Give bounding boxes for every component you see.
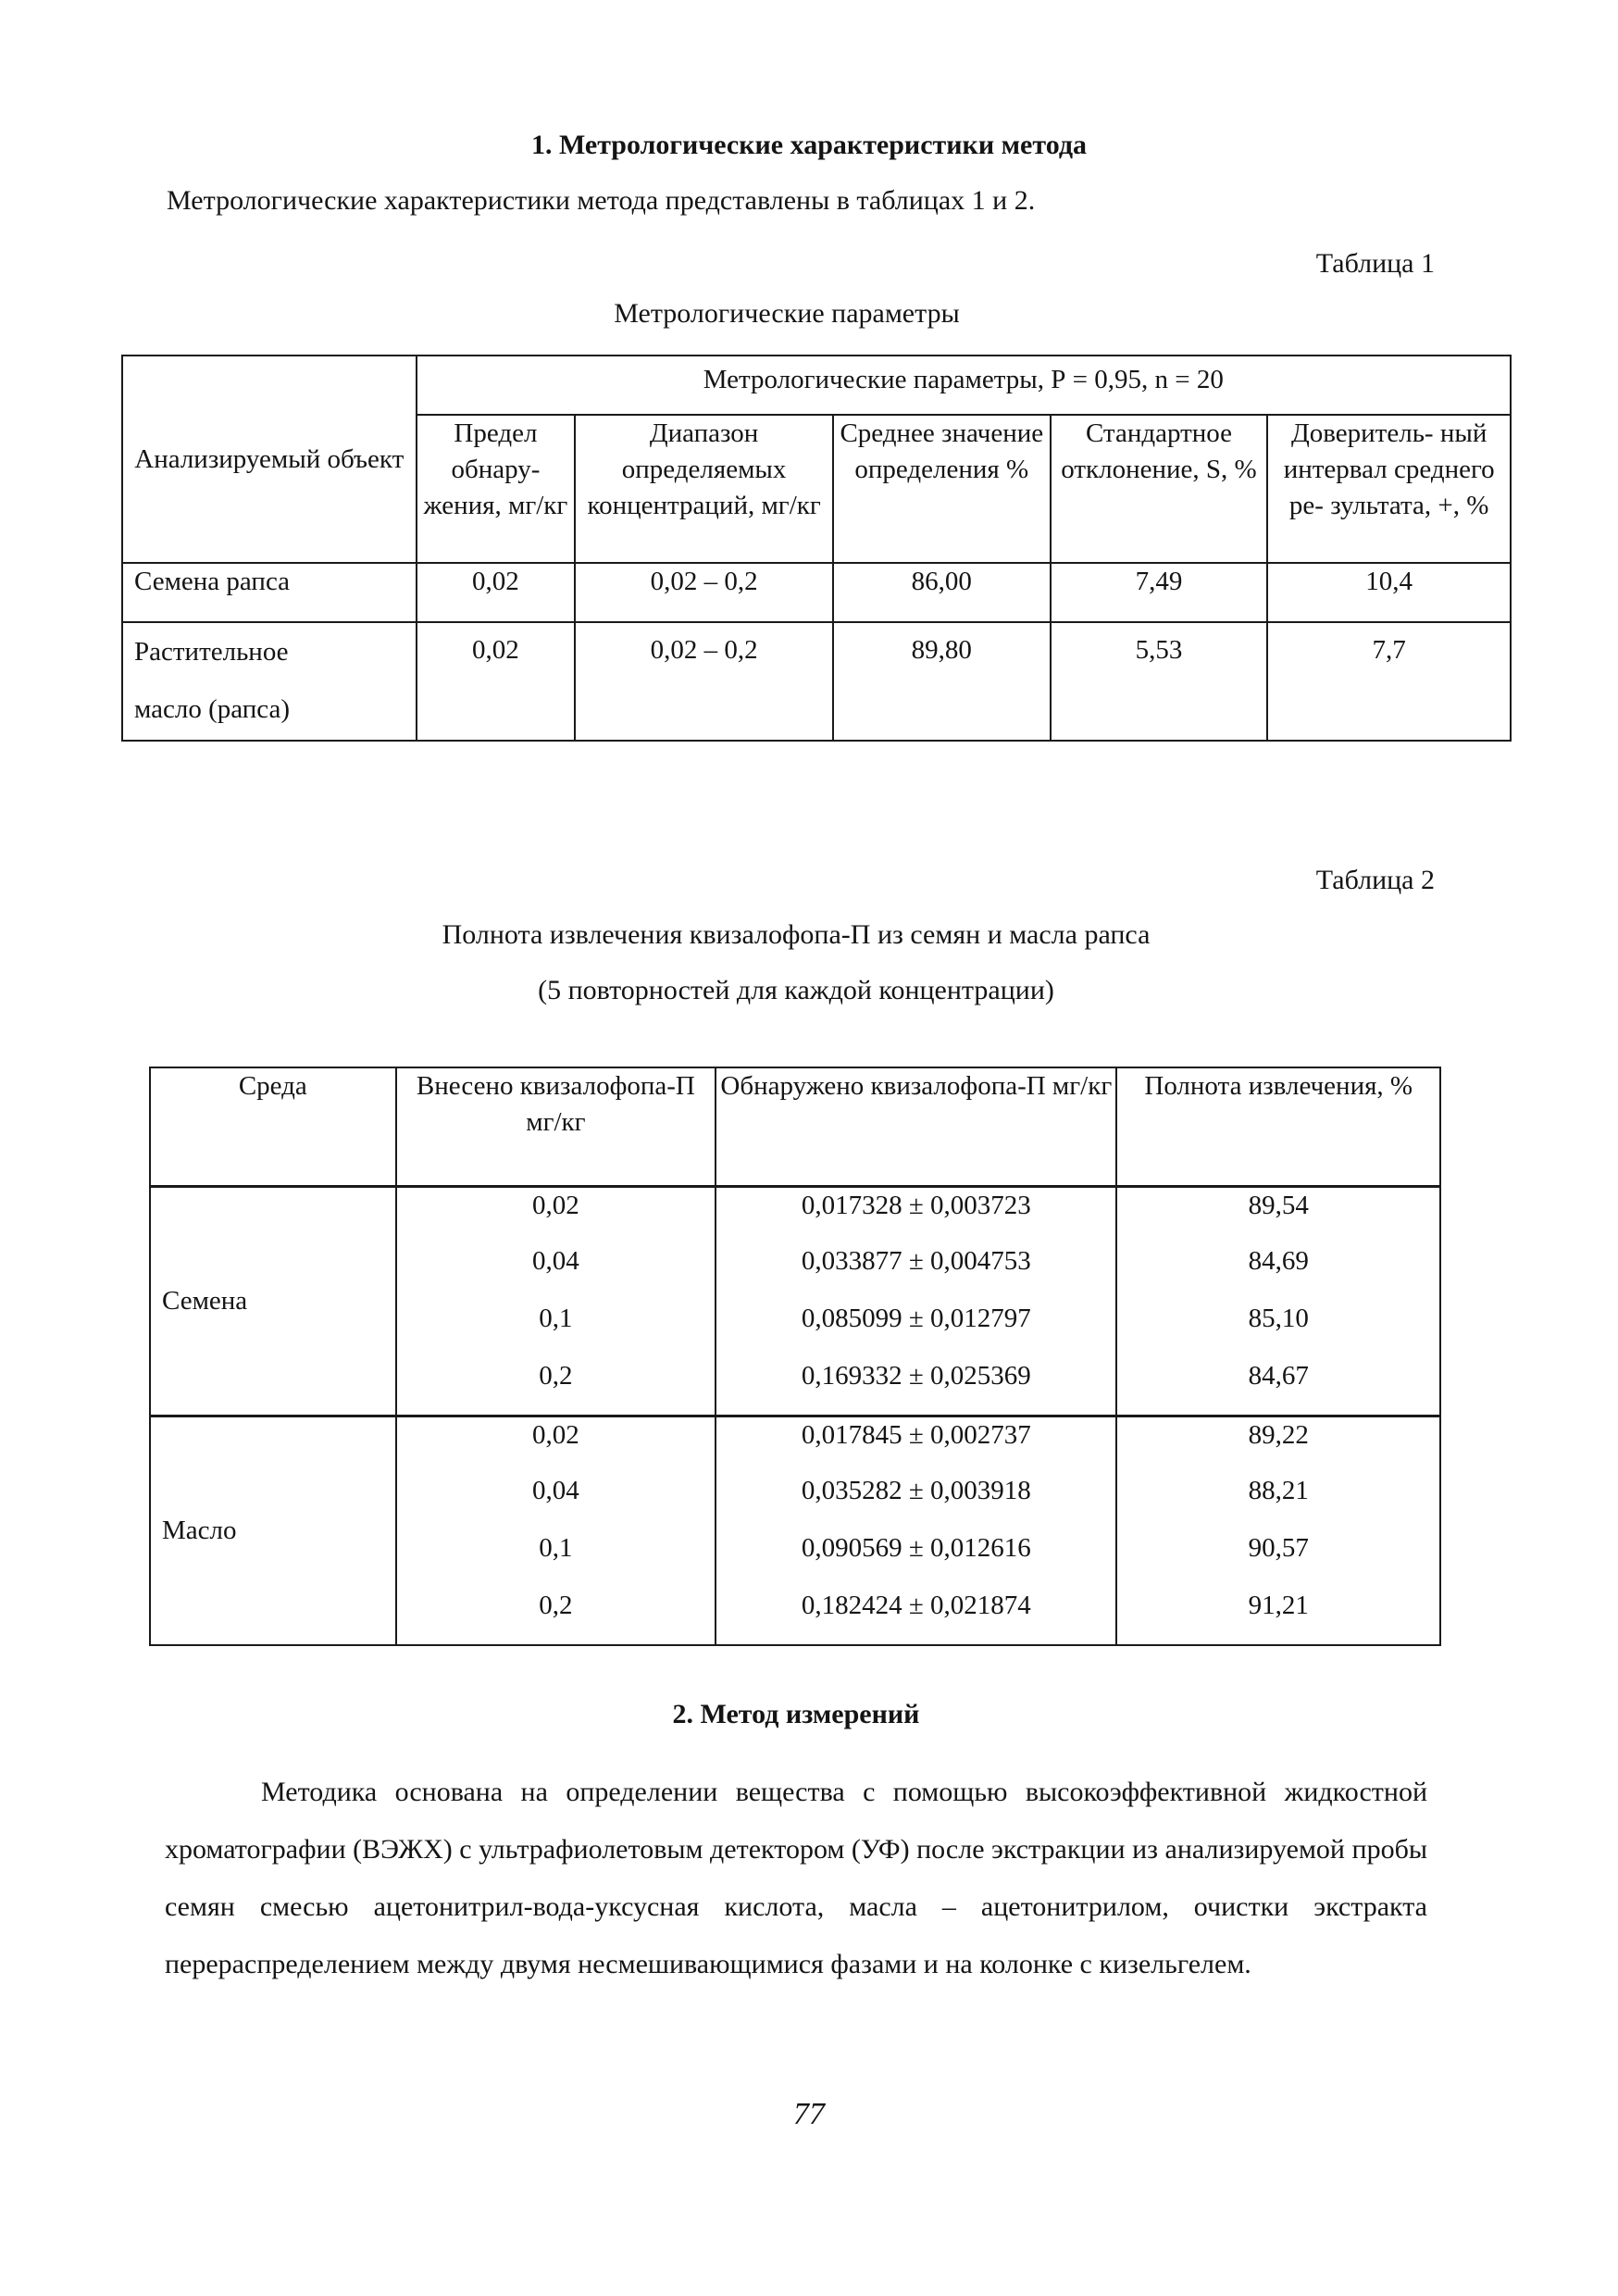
table1-caption: Таблица 1	[1315, 248, 1435, 279]
table-row	[150, 1416, 1440, 1473]
table-cell: 0,02 – 0,2	[575, 622, 833, 741]
medium-cell: Семена	[150, 1186, 396, 1416]
recovery-table	[149, 1067, 1441, 1646]
column-header: Полнота извлечения, %	[1116, 1067, 1440, 1186]
table2-subtitle: (5 повторностей для каждой концентрации)	[538, 975, 1054, 1005]
object-line: масло (рапса)	[134, 694, 291, 724]
recovery-cell: 90,57	[1116, 1530, 1440, 1588]
object-cell	[122, 622, 417, 741]
added-cell: 0,02	[396, 1186, 716, 1243]
column-header: Обнаружено квизалофопа-П мг/кг	[716, 1067, 1116, 1186]
table-row	[122, 563, 1511, 622]
recovery-cell: 84,69	[1116, 1243, 1440, 1301]
table1-title: Метрологические параметры	[614, 298, 960, 329]
table-cell: 10,4	[1267, 563, 1511, 622]
column-header: Среднее значение определения %	[833, 415, 1051, 563]
method-paragraph	[165, 1764, 1427, 1993]
found-cell: 0,090569 ± 0,012616	[716, 1530, 1116, 1588]
column-header: Внесено квизалофопа-П мг/кг	[396, 1067, 716, 1186]
object-header: Анализируемый объект	[122, 356, 417, 563]
found-cell: 0,085099 ± 0,012797	[716, 1301, 1116, 1358]
table-cell: 0,02 – 0,2	[575, 563, 833, 622]
medium-cell: Масло	[150, 1416, 396, 1645]
recovery-cell: 89,22	[1116, 1416, 1440, 1473]
added-cell: 0,04	[396, 1473, 716, 1530]
table-cell: 0,02	[417, 622, 576, 741]
column-header: Диапазон определяемых концентраций, мг/кг	[575, 415, 833, 563]
table2-title: Полнота извлечения квизалофопа-П из семян и масла рапса	[442, 919, 1151, 950]
method-paragraph-text: Методика основана на определении вещества с помощью высокоэффективной жидкостной хроматографии (ВЭЖХ) с ультрафиолетовым детектором (УФ) после экстракции из анализируемой пробы семян смесью ацетонитрил-вода-уксусная кислота, масла – ацетонитрилом, очистки экстракта перераспределением между двумя несмешивающимися фазами и на колонке с кизельгелем.	[165, 1777, 1427, 1979]
found-cell: 0,169332 ± 0,025369	[716, 1358, 1116, 1416]
table-cell: 86,00	[833, 563, 1051, 622]
found-cell: 0,017328 ± 0,003723	[716, 1186, 1116, 1243]
column-header: Среда	[150, 1067, 396, 1186]
object-cell: Семена рапса	[122, 563, 417, 622]
added-cell: 0,1	[396, 1301, 716, 1358]
added-cell: 0,1	[396, 1530, 716, 1588]
added-cell: 0,2	[396, 1358, 716, 1416]
table2-caption: Таблица 2	[1315, 865, 1435, 895]
table-row	[122, 622, 1511, 741]
recovery-cell: 84,67	[1116, 1358, 1440, 1416]
section1-heading: 1. Метрологические характеристики метода	[530, 130, 1088, 160]
found-cell: 0,182424 ± 0,021874	[716, 1588, 1116, 1645]
recovery-cell: 91,21	[1116, 1588, 1440, 1645]
table-cell: 5,53	[1051, 622, 1268, 741]
table-cell: 89,80	[833, 622, 1051, 741]
group-header: Метрологические параметры, Р = 0,95, n = 20	[417, 356, 1511, 415]
found-cell: 0,017845 ± 0,002737	[716, 1416, 1116, 1473]
column-header: Стандартное отклонение, S, %	[1051, 415, 1268, 563]
recovery-cell: 89,54	[1116, 1186, 1440, 1243]
table-row	[150, 1186, 1440, 1243]
metrological-parameters-table	[121, 355, 1512, 742]
found-cell: 0,033877 ± 0,004753	[716, 1243, 1116, 1301]
page-number: 77	[793, 2097, 825, 2131]
table-cell: 0,02	[417, 563, 576, 622]
section1-intro: Метрологические характеристики метода представлены в таблицах 1 и 2.	[167, 185, 1036, 216]
table-cell: 7,49	[1051, 563, 1268, 622]
added-cell: 0,04	[396, 1243, 716, 1301]
column-header: Доверитель- ный интервал среднего ре- зультата, +, %	[1267, 415, 1511, 563]
added-cell: 0,2	[396, 1588, 716, 1645]
recovery-cell: 88,21	[1116, 1473, 1440, 1530]
recovery-cell: 85,10	[1116, 1301, 1440, 1358]
added-cell: 0,02	[396, 1416, 716, 1473]
table-cell: 7,7	[1267, 622, 1511, 741]
section2-heading: 2. Метод измерений	[672, 1699, 920, 1729]
object-line: Растительное	[134, 637, 289, 667]
column-header: Предел обнару- жения, мг/кг	[417, 415, 576, 563]
found-cell: 0,035282 ± 0,003918	[716, 1473, 1116, 1530]
